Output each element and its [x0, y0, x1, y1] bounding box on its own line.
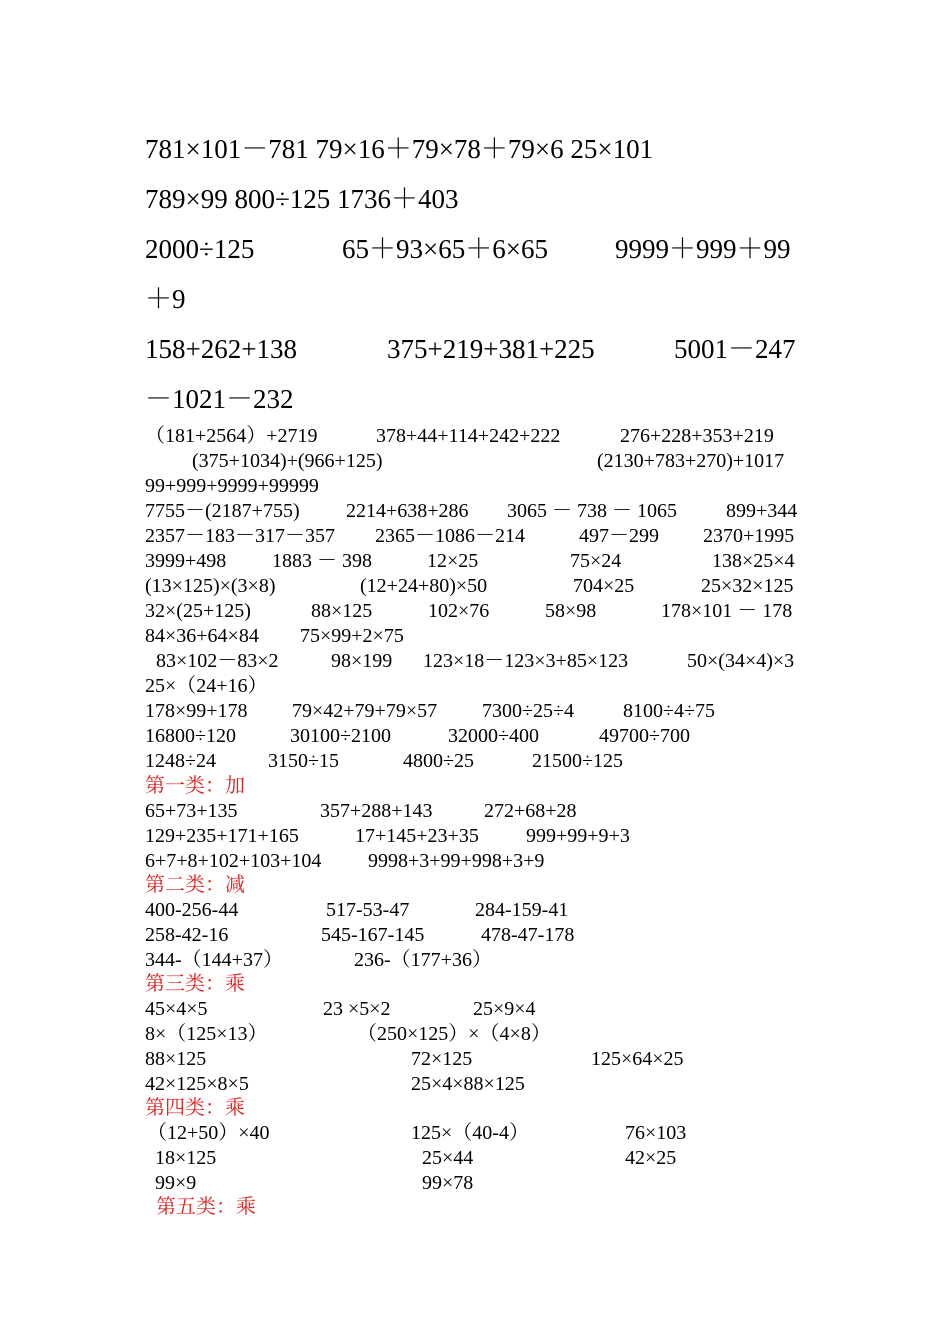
expression-text: 375+219+381+225	[387, 334, 595, 364]
expression-text: 123×18－123×3+85×123	[423, 650, 629, 672]
expression-text: ＋9	[145, 284, 186, 314]
expression-text: 25×44	[422, 1147, 474, 1169]
expression-text: 49700÷700	[599, 725, 690, 747]
expression-text: 58×98	[545, 600, 597, 622]
expression-text: 65+73+135	[145, 800, 238, 822]
section-heading	[145, 972, 245, 996]
expression-text: －1021－232	[145, 384, 294, 414]
expression-text: 76×103	[625, 1122, 687, 1144]
expression-text: 32×(25+125)	[145, 600, 251, 622]
expression-text: 99+999+9999+99999	[145, 475, 319, 497]
expression-text: 75×24	[570, 550, 622, 572]
expression-text: 42×125×8×5	[145, 1073, 249, 1095]
expression-text: 899+344	[726, 500, 798, 522]
expression-text: （12+50）×40	[147, 1122, 270, 1144]
expression-text: 400-256-44	[145, 899, 239, 921]
expression-text: 3065 － 738 － 1065	[507, 500, 677, 522]
expression-text: 276+228+353+219	[620, 425, 774, 447]
expression-text: 84×36+64×84	[145, 625, 259, 647]
expression-text: 88×125	[145, 1048, 207, 1070]
expression-text: (12+24+80)×50	[360, 575, 488, 597]
expression-text: 88×125	[311, 600, 373, 622]
expression-text: 25×32×125	[701, 575, 794, 597]
expression-text: 25×4×88×125	[411, 1073, 525, 1095]
expression-text: 3150÷15	[268, 750, 339, 772]
expression-text: 7300÷25÷4	[482, 700, 574, 722]
expression-text: (375+1034)+(966+125)	[192, 450, 383, 472]
expression-text: (2130+783+270)+1017	[597, 450, 785, 472]
expression-text: 72×125	[411, 1048, 473, 1070]
expression-text: 30100÷2100	[290, 725, 391, 747]
expression-text: (13×125)×(3×8)	[145, 575, 276, 597]
expression-text: 98×199	[331, 650, 393, 672]
expression-text: 2214+638+286	[346, 500, 469, 522]
expression-text: 99×9	[155, 1172, 197, 1194]
expression-text: 79×42+79+79×57	[292, 700, 438, 722]
expression-text: 12×25	[427, 550, 479, 572]
expression-text: 25×（24+16）	[145, 675, 268, 697]
expression-text: 23 ×5×2	[323, 998, 391, 1020]
expression-text: 1883 － 398	[272, 550, 372, 572]
expression-text: 178×99+178	[145, 700, 248, 722]
expression-text: 7755－(2187+755)	[145, 500, 300, 522]
section-heading	[156, 1195, 256, 1219]
expression-text: 2000÷125	[145, 234, 255, 264]
expression-text: 781×101－781 79×16＋79×78＋79×6 25×101	[145, 134, 654, 164]
expression-text: 32000÷400	[448, 725, 539, 747]
expression-text: 236-（177+36）	[354, 949, 492, 971]
expression-text: 83×102－83×2	[156, 650, 279, 672]
expression-text: 4800÷25	[403, 750, 474, 772]
expression-text: 42×25	[625, 1147, 677, 1169]
expression-text: 8×（125×13）	[145, 1023, 268, 1045]
expression-text: 125×64×25	[591, 1048, 684, 1070]
expression-text: 50×(34×4)×3	[687, 650, 795, 672]
expression-text: 9998+3+99+998+3+9	[368, 850, 545, 872]
expression-text: 2357－183－317－357	[145, 525, 335, 547]
expression-line	[145, 384, 807, 414]
section-heading-text: 第二类：减	[145, 874, 245, 896]
expression-text: 284-159-41	[475, 899, 569, 921]
expression-text: （181+2564）+2719	[145, 425, 318, 447]
expression-text: 2365－1086－214	[375, 525, 525, 547]
expression-text: 138×25×4	[712, 550, 795, 572]
expression-line	[145, 184, 807, 214]
expression-text: 258-42-16	[145, 924, 229, 946]
expression-text: （250×125）×（4×8）	[357, 1023, 551, 1045]
expression-line	[145, 134, 807, 164]
expression-text: 478-47-178	[481, 924, 575, 946]
expression-text: 75×99+2×75	[300, 625, 404, 647]
expression-text: 125×（40-4）	[411, 1122, 529, 1144]
expression-text: 25×9×4	[473, 998, 536, 1020]
expression-text: 6+7+8+102+103+104	[145, 850, 322, 872]
expression-text: 8100÷4÷75	[623, 700, 715, 722]
expression-text: 517-53-47	[326, 899, 410, 921]
expression-text: 357+288+143	[320, 800, 433, 822]
expression-text: 2370+1995	[703, 525, 795, 547]
expression-text: 272+68+28	[484, 800, 577, 822]
section-heading-text: 第四类：乘	[145, 1097, 245, 1119]
expression-text: 497－299	[579, 525, 659, 547]
expression-text: 45×4×5	[145, 998, 208, 1020]
expression-text: 789×99 800÷125 1736＋403	[145, 184, 459, 214]
section-heading	[145, 774, 245, 798]
expression-text: 99×78	[422, 1172, 474, 1194]
section-heading-text: 第一类：加	[145, 775, 245, 797]
expression-text: 344-（144+37）	[145, 949, 283, 971]
expression-text: 704×25	[573, 575, 635, 597]
expression-text: 999+99+9+3	[526, 825, 630, 847]
section-heading	[145, 1096, 245, 1120]
section-heading-text: 第五类：乘	[156, 1196, 256, 1218]
expression-text: 378+44+114+242+222	[376, 425, 561, 447]
expression-text: 102×76	[428, 600, 490, 622]
expression-text: 18×125	[155, 1147, 217, 1169]
expression-text: 21500÷125	[532, 750, 623, 772]
expression-text: 178×101 － 178	[661, 600, 793, 622]
expression-text: 5001－247	[674, 334, 796, 364]
expression-text: 9999＋999＋99	[615, 234, 791, 264]
section-heading-text: 第三类：乘	[145, 973, 245, 995]
expression-text: 545-167-145	[321, 924, 425, 946]
expression-text: 16800÷120	[145, 725, 236, 747]
expression-text: 65＋93×65＋6×65	[342, 234, 548, 264]
expression-text: 3999+498	[145, 550, 227, 572]
expression-text: 17+145+23+35	[355, 825, 479, 847]
expression-line	[145, 284, 807, 314]
section-heading	[145, 873, 245, 897]
expression-text: 129+235+171+165	[145, 825, 299, 847]
expression-text: 1248÷24	[145, 750, 216, 772]
expression-text: 158+262+138	[145, 334, 297, 364]
